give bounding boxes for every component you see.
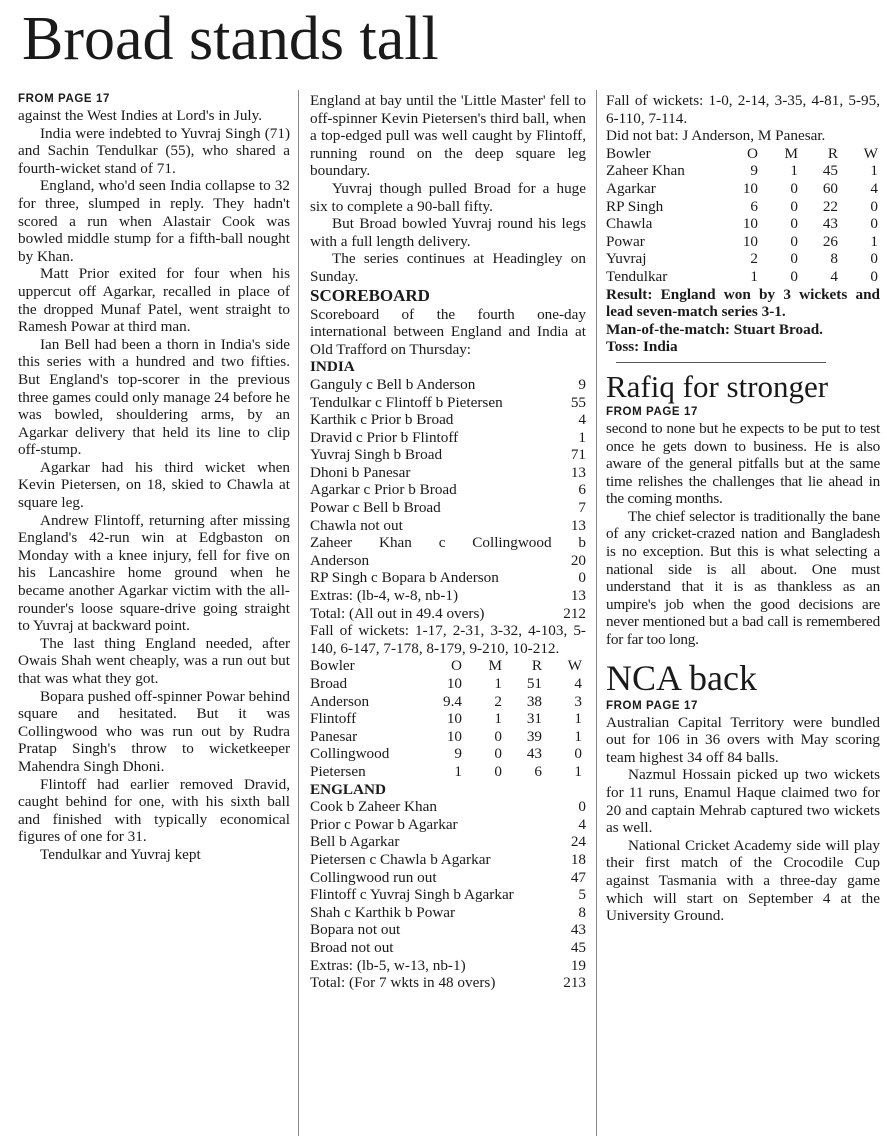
bowling-figure: 9: [750, 162, 758, 180]
from-page-label: FROM PAGE 17: [606, 699, 698, 712]
bowling-figure: 3: [574, 692, 582, 710]
toss: Toss: India: [606, 338, 678, 356]
bowling-figure: 26: [822, 232, 838, 250]
batsman-dismissal: Tendulkar c Flintoff b Pietersen: [310, 393, 503, 411]
runs: 71: [570, 446, 586, 464]
bowler-name: RP Singh: [606, 197, 664, 215]
bowler-name: Collingwood: [310, 745, 390, 763]
batting-row: [310, 816, 586, 834]
paragraph: Yuvraj though pulled Broad for a huge six to complete a 90-ball fifty.: [310, 179, 586, 215]
bowling-figure: 4: [574, 675, 582, 692]
india-bowling-table: [606, 145, 880, 286]
paragraph: Ian Bell had been a thorn in India's side this series with a hundred and two fifties. But England's top-scorer in the previous three games could only manage 24 before he was bowled, shouldering arms, by an Agarkar delivery that held its line to clip off-stump.: [18, 335, 291, 459]
from-page-label: FROM PAGE 17: [18, 93, 110, 105]
bowling-figure: 51: [526, 675, 542, 692]
bowling-figure: 0: [790, 232, 798, 250]
batting-row: [310, 429, 586, 447]
batting-row: [310, 481, 586, 499]
bowling-figure: 0: [870, 250, 878, 268]
bowling-figure: 2: [750, 250, 758, 268]
bowler-name: Anderson: [310, 692, 370, 710]
batting-row: [310, 411, 586, 429]
batsman-dismissal: Ganguly c Bell b Anderson: [310, 375, 476, 393]
bowling-figure: 1: [494, 710, 502, 728]
paragraph: England at bay until the 'Little Master' fell to off-spinner Kevin Pietersen's third ball, when a top-edged pull was well caught by Flintoff, running round on the deep square leg boundary.: [310, 92, 586, 180]
batsman-dismissal: Extras: (lb-4, w-8, nb-1): [310, 587, 459, 605]
paragraph: Agarkar had his third wicket when Kevin Pietersen, on 18, skied to Chawla at square leg.: [18, 458, 290, 512]
batting-row: [310, 376, 586, 394]
bowling-figure: 8: [830, 250, 838, 268]
paragraph: Bopara pushed off-spinner Powar behind square and hesitated. But it was Collingwood who was run out by Rudra Pratap Singh's throw to wicketkeeper Mahendra Singh Dhoni.: [18, 687, 290, 775]
batsman-dismissal: Collingwood run out: [310, 868, 437, 886]
batting-row: [310, 869, 586, 887]
runs: 13: [570, 516, 586, 534]
bowling-figure: 10: [446, 675, 462, 692]
column-rule: [298, 90, 299, 1136]
man-of-the-match: Man-of-the-match: Stuart Broad.: [606, 320, 823, 338]
story-column-1: [18, 92, 290, 864]
bowling-header-cell: W: [863, 144, 878, 162]
batting-row: [310, 798, 586, 816]
bowling-figure: 10: [742, 215, 758, 233]
bowling-figure: 0: [790, 250, 798, 268]
bowling-figure: 0: [494, 762, 502, 780]
batting-row: [310, 394, 586, 412]
runs: 18: [570, 850, 586, 868]
bowling-figure: 0: [790, 267, 798, 285]
fall-of-wickets: Fall of wickets: 1-0, 2-14, 3-35, 4-81, 5-95, 6-110, 7-114.: [606, 92, 880, 127]
column-rule: [596, 90, 597, 1136]
batting-row: [310, 939, 586, 957]
batting-row: [310, 851, 586, 869]
batting-row: Zaheer Khan c Collingwood b: [310, 534, 586, 552]
runs: 0: [578, 569, 586, 587]
bowling-figure: 4: [830, 267, 838, 285]
runs: 5: [578, 886, 586, 904]
batsman-dismissal: Bopara not out: [310, 921, 401, 939]
runs: 8: [578, 903, 586, 921]
batting-row: [310, 464, 586, 482]
paragraph: Andrew Flintoff, returning after missing England's 42-run win at Edgbaston on Monday with a knee injury, fell for five on his Lancashire home ground when he became another Agarkar victim with the all-rounder's loose square-drive going straight to Yuvraj at backward point.: [18, 511, 290, 635]
runs: 43: [570, 921, 586, 939]
bowling-figure: 10: [742, 179, 758, 197]
england-batting-list: [310, 798, 586, 992]
from-page-label: FROM PAGE 17: [606, 405, 698, 418]
batting-row: [310, 957, 586, 975]
bowling-figure: 0: [870, 215, 878, 233]
bowling-figure: 1: [750, 267, 758, 285]
bowling-figure: 1: [494, 675, 502, 692]
batsman-dismissal: Dhoni b Panesar: [310, 463, 411, 481]
bowling-row: [606, 250, 880, 268]
bowler-name: Flintoff: [310, 710, 357, 728]
runs: 24: [570, 833, 586, 851]
bowling-row: [310, 763, 586, 781]
runs: 213: [563, 974, 586, 992]
runs: 45: [570, 938, 586, 956]
bowling-row: [310, 745, 586, 763]
bowling-figure: 4: [870, 179, 878, 197]
bowling-figure: 0: [790, 197, 798, 215]
batsman-dismissal: Dravid c Prior b Flintoff: [310, 428, 459, 446]
bowling-row: [310, 728, 586, 746]
bowling-figure: 1: [574, 762, 582, 780]
batting-row: [310, 517, 586, 535]
batting-row: [310, 904, 586, 922]
batsman-dismissal: Karthik c Prior b Broad: [310, 411, 454, 429]
runs: 6: [578, 481, 586, 499]
runs: 7: [578, 499, 586, 517]
bowling-figure: 0: [870, 197, 878, 215]
bowling-row: [606, 180, 880, 198]
bowling-figure: 39: [526, 727, 542, 745]
batsman-dismissal: Flintoff c Yuvraj Singh b Agarkar: [310, 886, 514, 904]
batting-row: [310, 921, 586, 939]
bowling-row: [310, 693, 586, 711]
bowling-figure: 6: [750, 197, 758, 215]
bowling-figure: 6: [534, 762, 542, 780]
bowler-name: Yuvraj: [606, 250, 647, 268]
bowler-name: Zaheer Khan: [606, 162, 685, 180]
runs: 19: [570, 956, 586, 974]
bowler-name: Broad: [310, 675, 348, 692]
bowling-figure: 60: [822, 179, 838, 197]
rafiq-headline: Rafiq for stronger: [606, 368, 829, 404]
batsman-dismissal: Shah c Karthik b Powar: [310, 903, 456, 921]
batting-row: [310, 974, 586, 992]
batting-row: [310, 886, 586, 904]
story-column-3: [606, 92, 880, 925]
bowling-figure: 38: [526, 692, 542, 710]
bowling-figure: 10: [446, 710, 462, 728]
paragraph: But Broad bowled Yuvraj round his legs with a full length delivery.: [310, 215, 586, 250]
did-not-bat: Did not bat: J Anderson, M Panesar.: [606, 127, 826, 145]
bowling-header-row: [310, 657, 586, 675]
batting-row: [310, 605, 586, 623]
bowling-row: [606, 162, 880, 180]
runs: 13: [570, 587, 586, 605]
paragraph: second to none but he expects to be put to test once he gets down to business. He is also aware of the general pitfalls but at the same time relishes the challenges that lie ahead in the coming months.: [606, 419, 880, 508]
bowling-row: [310, 675, 586, 693]
runs: 1: [578, 428, 586, 446]
bowling-figure: 9.4: [443, 692, 462, 710]
bowling-figure: 1: [454, 762, 462, 780]
batsman-dismissal: Chawla not out: [310, 516, 403, 534]
headline: Broad stands tall: [22, 5, 439, 73]
runs: 4: [578, 411, 586, 429]
bowling-header-cell: M: [488, 657, 502, 675]
paragraph: The series continues at Headingley on Sunday.: [310, 250, 586, 285]
story-column-2: [310, 92, 586, 992]
batsman-dismissal: Bell b Agarkar: [310, 833, 400, 851]
bowling-header-row: [606, 145, 880, 163]
nca-headline: NCA back: [606, 657, 757, 698]
bowling-row: [606, 215, 880, 233]
runs: 13: [570, 463, 586, 481]
paragraph: The last thing England needed, after Owais Shah went cheaply, was a run out but that was what they got.: [18, 634, 290, 687]
bowling-figure: 22: [822, 197, 838, 215]
bowling-row: [310, 710, 586, 728]
bowler-name: Panesar: [310, 727, 358, 745]
team-heading-england: ENGLAND: [310, 780, 386, 798]
bowling-figure: 1: [790, 162, 798, 180]
bowling-header-cell: Bowler: [310, 657, 355, 675]
match-result: Result: England won by 3 wickets and lead seven-match series 3-1.: [606, 285, 880, 321]
runs: 212: [563, 604, 586, 622]
batsman-dismissal: Broad not out: [310, 938, 394, 956]
bowler-name: Pietersen: [310, 762, 366, 780]
batsman-dismissal: Total: (For 7 wkts in 48 overs): [310, 974, 496, 992]
runs: 55: [570, 393, 586, 411]
bowling-header-cell: Bowler: [606, 144, 651, 162]
paragraph: England, who'd seen India collapse to 32 for three, slumped in reply. They hadn't scored a run when Alastair Cook was bowled middle stump for a fifth-ball nought by Khan.: [18, 177, 290, 265]
bowling-header-cell: R: [827, 144, 838, 162]
bowling-figure: 0: [790, 215, 798, 233]
batsman-dismissal: Powar c Bell b Broad: [310, 499, 441, 517]
paragraph: National Cricket Academy side will play their first match of the Crocodile Cup against Tasmania with a three-day game which will start on September 4 at the University Ground.: [606, 836, 880, 925]
paragraph: The chief selector is traditionally the bane of any cricket-crazed nation and Bangladesh is no exception. But this is what selecting a national side is all about. One must understand that it is as thankless as an umpire's job when the good decisions are never mentioned but a bad call is remembered for far too long.: [606, 507, 880, 649]
bowling-figure: 0: [790, 179, 798, 197]
bowling-figure: 1: [574, 710, 582, 728]
england-bowling-table: [310, 657, 586, 780]
bowling-row: [606, 233, 880, 251]
bowling-figure: 0: [870, 267, 878, 285]
bowling-figure: 0: [574, 745, 582, 763]
fall-of-wickets: Fall of wickets: 1-17, 2-31, 3-32, 4-103, 5-140, 6-147, 7-178, 8-179, 9-210, 10-212.: [310, 622, 586, 657]
paragraph: against the West Indies at Lord's in July.: [18, 107, 263, 124]
paragraph: Nazmul Hossain picked up two wickets for 11 runs, Enamul Haque claimed two for 20 and captain Mehrab captured two wickets as well.: [606, 766, 880, 837]
paragraph: Matt Prior exited for four when his uppercut off Agarkar, recalled in place of the dropped Munaf Patel, went straight to Ramesh Powar at third man.: [18, 265, 290, 336]
scoreboard-intro: Scoreboard of the fourth one-day international between England and India at Old Trafford on Thursday:: [310, 305, 586, 358]
bowling-header-cell: O: [451, 657, 462, 675]
team-heading-india: INDIA: [310, 358, 355, 376]
batsman-dismissal: Pietersen c Chawla b Agarkar: [310, 850, 491, 868]
runs: 0: [578, 798, 586, 816]
bowling-figure: 9: [454, 745, 462, 763]
india-batting-list: [310, 376, 586, 534]
bowling-figure: 0: [494, 745, 502, 763]
paragraph: Tendulkar and Yuvraj kept: [40, 845, 201, 863]
bowling-figure: 1: [870, 162, 878, 180]
paragraph: India were indebted to Yuvraj Singh (71) and Sachin Tendulkar (55), who shared a fourth-wicket stand of 71.: [18, 124, 290, 177]
bowling-figure: 2: [494, 692, 502, 710]
bowling-figure: 43: [822, 215, 838, 233]
bowling-figure: 1: [574, 727, 582, 745]
scoreboard-title: SCOREBOARD: [310, 285, 430, 305]
runs: 47: [570, 868, 586, 886]
batsman-dismissal: Total: (All out in 49.4 overs): [310, 604, 485, 622]
bowler-name: Powar: [606, 232, 645, 250]
batsman-dismissal: RP Singh c Bopara b Anderson: [310, 569, 499, 587]
batting-row: [310, 499, 586, 517]
bowling-figure: 0: [494, 727, 502, 745]
bowling-header-cell: W: [567, 657, 582, 675]
bowler-name: Chawla: [606, 215, 653, 233]
bowling-header-cell: O: [747, 144, 758, 162]
bowling-figure: 31: [526, 710, 542, 728]
batting-row: [310, 833, 586, 851]
batsman-dismissal: Prior c Powar b Agarkar: [310, 815, 458, 833]
bowling-row: [606, 268, 880, 286]
batsman-dismissal: Extras: (lb-5, w-13, nb-1): [310, 956, 466, 974]
divider: [616, 362, 826, 363]
bowling-header-cell: R: [531, 657, 542, 675]
bowler-name: Tendulkar: [606, 267, 668, 285]
batting-row: [310, 587, 586, 605]
batsman-dismissal: Agarkar c Prior b Broad: [310, 481, 457, 499]
batsman-dismissal: Cook b Zaheer Khan: [310, 798, 437, 816]
batting-row: Anderson 20: [310, 551, 586, 569]
bowling-row: [606, 198, 880, 216]
bowling-figure: 1: [870, 232, 878, 250]
runs: 9: [578, 375, 586, 393]
batsman-dismissal: Yuvraj Singh b Broad: [310, 446, 443, 464]
paragraph: Australian Capital Territory were bundled out for 106 in 36 overs with May scoring team highest 34 off 84 balls.: [606, 713, 880, 766]
bowler-name: Agarkar: [606, 179, 656, 197]
batting-row: [310, 569, 586, 587]
bowling-figure: 43: [526, 745, 542, 763]
bowling-figure: 10: [446, 727, 462, 745]
paragraph: Flintoff had earlier removed Dravid, caught behind for one, with his sixth ball and finished with typically economical figures of one for 31.: [18, 775, 290, 846]
runs: 4: [578, 815, 586, 833]
bowling-figure: 10: [742, 232, 758, 250]
batting-row: [310, 446, 586, 464]
bowling-header-cell: M: [784, 144, 798, 162]
india-batting-totals: [310, 569, 586, 622]
bowling-figure: 45: [822, 162, 838, 180]
